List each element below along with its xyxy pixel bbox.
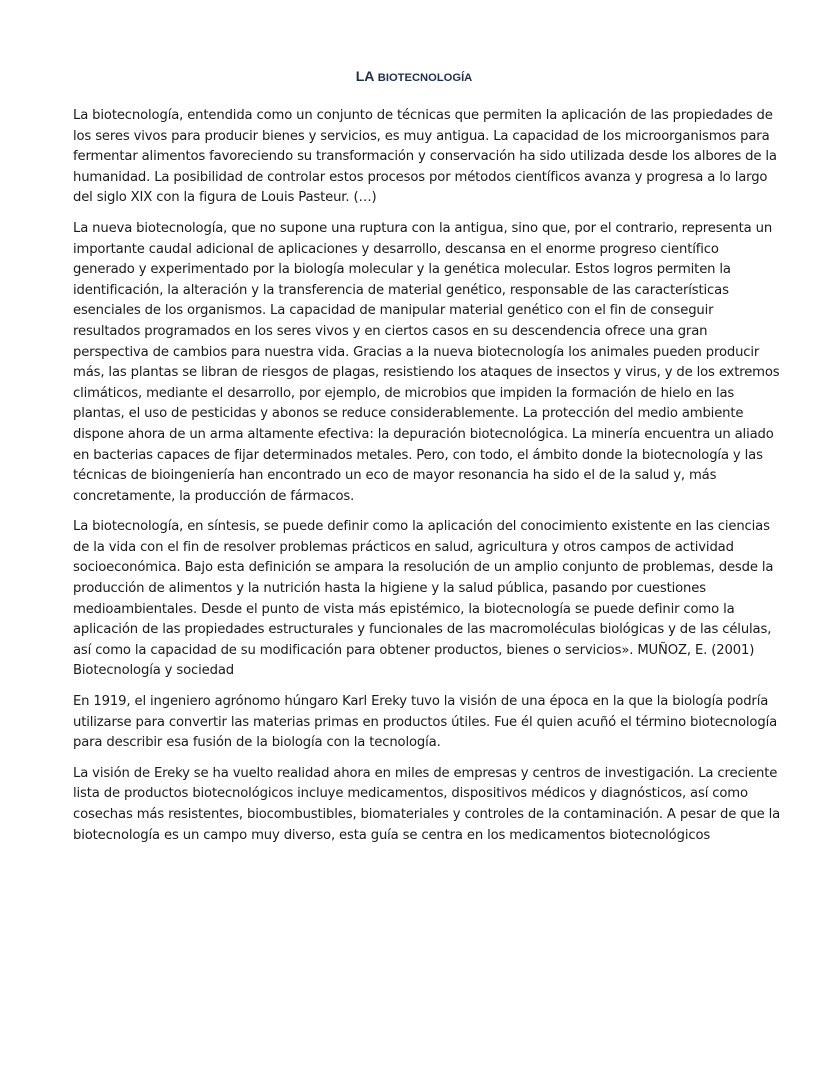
title-lead: LA: [355, 68, 374, 84]
paragraph-4: En 1919, el ingeniero agrónomo húngaro Karl Ereky tuvo la visión de una época en la que la biología podría utilizarse para convertir las materias primas en productos útiles. Fue él quien acuñó el término biotecnología para describir esa fusión de la biología con la tecnología.: [73, 694, 778, 751]
paragraph-3: La biotecnología, en síntesis, se puede definir como la aplicación del conocimiento existente en las ciencias de la vida con el fin de resolver problemas prácticos en salud, agricultura y otros campos de actividad socioeconómica. Bajo esta definición se ampara la resolución de un amplio conjunto de problemas, desde la producción de alimentos y la nutrición hasta la higiene y la salud pública, pasando por cuestiones medioambientales. Desde el punto de vista más epistémico, la biotecnología se puede definir como la aplicación de las propiedades estructurales y funcionales de las macromoléculas biológicas y de las células, así como la capacidad de su modificación para obtener productos, bienes o servicios». MUÑOZ, E. (2001) Biotecnología y sociedad: [73, 519, 774, 679]
document-body: [73, 106, 781, 856]
page-title: [0, 66, 828, 88]
paragraph-1: La biotecnología, entendida como un conjunto de técnicas que permiten la aplicación de las propiedades de los seres vivos para producir bienes y servicios, es muy antigua. La capacidad de los microorganismos para fermentar alimentos favoreciendo su transformación y conservación ha sido utilizada desde los albores de la humanidad. La posibilidad de controlar estos procesos por métodos científicos avanza y progresa a lo largo del siglo XIX con la figura de Louis Pasteur. (…): [73, 108, 777, 206]
paragraph-5: La visión de Ereky se ha vuelto realidad ahora en miles de empresas y centros de investigación. La creciente lista de productos biotecnológicos incluye medicamentos, dispositivos médicos y diagnósticos, así como cosechas más resistentes, biocombustibles, biomateriales y controles de la contaminación. A pesar de que la biotecnología es un campo muy diverso, esta guía se centra en los medicamentos biotecnológicos: [73, 765, 781, 843]
paragraph-2: La nueva biotecnología, que no supone una ruptura con la antigua, sino que, por el contrario, representa un importante caudal adicional de aplicaciones y desarrollo, descansa en el enorme progreso científico generado y experimentado por la biología molecular y la genética molecular. Estos logros permiten la identificación, la alteración y la transferencia de material genético, responsable de las características esenciales de los organismos. La capacidad de manipular material genético con el fin de conseguir resultados programados en los seres vivos y en ciertos casos en su descendencia ofrece una gran perspectiva de cambios para nuestra vida. Gracias a la nueva biotecnología los animales pueden producir más, las plantas se libran de riesgos de plagas, resistiendo los ataques de insectos y virus, y de los extremos climáticos, mediante el desarrollo, por ejemplo, de microbios que impiden la formación de hielo en las plantas, el uso de pesticidas y abonos se reduce considerablemente. La protección del medio ambiente dispone ahora de un arma altamente efectiva: la depuración biotecnológica. La minería encuentra un aliado en bacterias capaces de fijar determinados metales. Pero, con todo, el ámbito donde la biotecnología y las técnicas de bioingeniería han encontrado un eco de mayor resonancia ha sido el de la salud y, más concretamente, la producción de fármacos.: [73, 220, 780, 504]
title-rest: BIOTECNOLOGÍA: [377, 72, 473, 84]
